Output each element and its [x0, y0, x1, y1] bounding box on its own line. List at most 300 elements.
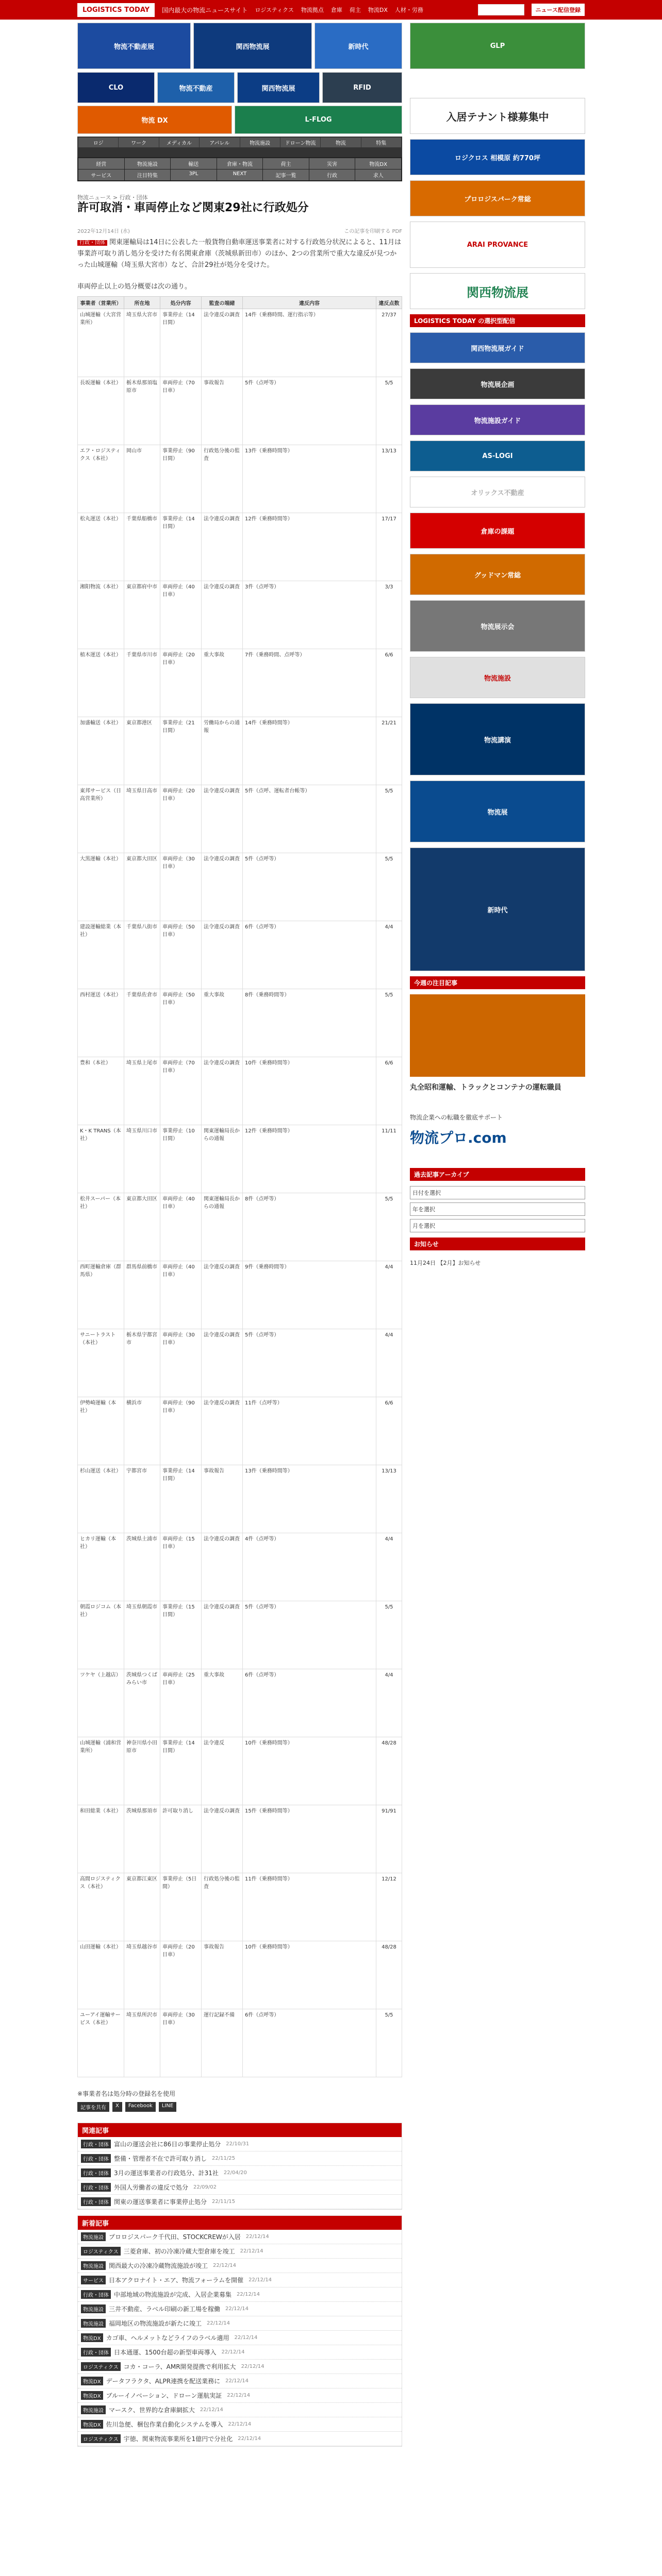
- article-date: 22/12/14: [221, 2349, 245, 2355]
- category-tag[interactable]: 物流DX: [81, 2420, 103, 2429]
- category-menu: [77, 137, 402, 157]
- category-tag[interactable]: 行政・団体: [81, 2140, 111, 2148]
- submenu-item[interactable]: 輸送: [171, 158, 217, 169]
- table-cell: 重大事故: [202, 1669, 243, 1737]
- category-tag[interactable]: 物流施設: [81, 2405, 106, 2414]
- table-cell: 法令違反の調査: [202, 853, 243, 921]
- nav-item[interactable]: 倉庫: [330, 7, 342, 13]
- notice-item[interactable]: 11月24日 【2月】お知らせ: [410, 1260, 481, 1266]
- table-cell: 労働局からの通報: [202, 717, 243, 785]
- table-cell: 14件（乗務時間、運行指示等）: [243, 309, 376, 377]
- table-cell: 法令違反の調査: [202, 1601, 243, 1669]
- article-link[interactable]: 三菱倉庫、初の冷凍冷蔵大型倉庫を竣工: [123, 2248, 235, 2255]
- category-tag[interactable]: ロジスティクス: [81, 2434, 121, 2443]
- banner-ad[interactable]: RFID: [322, 72, 402, 103]
- table-cell: 8件（乗務時間等）: [243, 989, 376, 1057]
- promo-title: 物流企業への転職を徹底サポート: [410, 1114, 503, 1121]
- sidebar-ad[interactable]: オリックス不動産: [410, 477, 585, 507]
- table-cell: 行政処分後の監査: [202, 1873, 243, 1941]
- sidebar-ad[interactable]: 新時代: [410, 848, 585, 971]
- table-row: [78, 1805, 402, 1873]
- table-cell: 法令違反の調査: [202, 1329, 243, 1397]
- banner-ad[interactable]: 新時代: [315, 23, 402, 69]
- list-item[interactable]: [78, 2403, 402, 2417]
- sidebar-ad[interactable]: 物流展示会: [410, 600, 585, 652]
- menu-item[interactable]: ロジ: [78, 138, 118, 147]
- article-link[interactable]: 三井不動産、ラベル印刷の新工場を稼働: [109, 2306, 221, 2313]
- submenu-item[interactable]: 経営: [78, 158, 124, 169]
- table-cell: 事故報告: [202, 377, 243, 445]
- table-cell: 法令違反の調査: [202, 1533, 243, 1601]
- table-cell: 4/4: [376, 1533, 402, 1601]
- table-cell: 事業停止（14日間）: [160, 309, 202, 377]
- table-row: [78, 1261, 402, 1329]
- sidebar-ad[interactable]: 倉庫の課題: [410, 513, 585, 549]
- table-cell: 5/5: [376, 1193, 402, 1261]
- nav-item[interactable]: 人材・労務: [394, 7, 423, 13]
- table-cell: エフ・ロジスティクス（本社）: [78, 445, 124, 513]
- article-link[interactable]: 富山の運送会社に86日の事業停止処分: [114, 2141, 221, 2148]
- table-cell: 5/5: [376, 785, 402, 853]
- sidebar-ad[interactable]: 関西物流展: [410, 273, 585, 309]
- top-nav: [255, 6, 470, 14]
- archive-day-select[interactable]: 日付を選択: [410, 1186, 585, 1199]
- table-cell: 茨城県つくばみらい市: [124, 1669, 160, 1737]
- notice-heading: お知らせ: [410, 1238, 585, 1250]
- list-item[interactable]: [78, 2230, 402, 2244]
- sidebar-ad[interactable]: 関西物流展ガイド: [410, 332, 585, 363]
- table-cell: 朝霞ロジコム（本社）: [78, 1601, 124, 1669]
- banner-ad[interactable]: 物流不動産展: [77, 23, 191, 69]
- promo-logo[interactable]: 物流プロ.com: [410, 1129, 507, 1146]
- table-cell: 松井スーパー（本社）: [78, 1193, 124, 1261]
- table-cell: 車両停止（15日車）: [160, 1533, 202, 1601]
- list-item[interactable]: [78, 2331, 402, 2345]
- list-item[interactable]: [78, 2316, 402, 2331]
- list-item[interactable]: [78, 2137, 402, 2151]
- sidebar-ad[interactable]: ARAI PROVANCE: [410, 222, 585, 268]
- list-item[interactable]: [78, 2151, 402, 2166]
- banner-ad[interactable]: GLP: [410, 23, 585, 69]
- sidebar-ad[interactable]: 物流展企画: [410, 368, 585, 399]
- table-cell: 5/5: [376, 853, 402, 921]
- table-row: [78, 785, 402, 853]
- article-date: 22/12/14: [207, 2320, 230, 2326]
- article-link[interactable]: 日本アクロナイト・エア、物流フォーラムを開催: [109, 2277, 244, 2284]
- table-cell: 15件（乗務時間等）: [243, 1805, 376, 1873]
- table-cell: 5件（点呼、運転者台帳等）: [243, 785, 376, 853]
- article-meta: [77, 227, 402, 234]
- category-tag[interactable]: 物流施設: [81, 2319, 106, 2328]
- sidebar-ad[interactable]: 物流施設: [410, 657, 585, 698]
- menu-item[interactable]: 物流施設: [240, 138, 280, 147]
- table-cell: 事業停止（14日間）: [160, 1737, 202, 1805]
- table-cell: 重大事故: [202, 649, 243, 717]
- site-logo[interactable]: LOGISTICS TODAY: [77, 3, 155, 17]
- table-row: [78, 377, 402, 445]
- table-cell: 10件（乗務時間等）: [243, 1737, 376, 1805]
- table-cell: 11件（点呼等）: [243, 1397, 376, 1465]
- list-item[interactable]: [78, 2388, 402, 2403]
- menu-item[interactable]: メディカル: [159, 138, 199, 147]
- nav-item[interactable]: ロジスティクス: [255, 7, 294, 13]
- table-cell: 栃木県宇都宮市: [124, 1329, 160, 1397]
- list-item[interactable]: [78, 2244, 402, 2259]
- table-cell: 5件（点呼等）: [243, 377, 376, 445]
- table-cell: 西町運輸倉庫（群馬県）: [78, 1261, 124, 1329]
- table-cell: 法令違反の調査: [202, 581, 243, 649]
- list-item[interactable]: [78, 2374, 402, 2388]
- category-tag[interactable]: 行政・団体: [81, 2290, 111, 2299]
- table-cell: 事業停止（10日間）: [160, 1125, 202, 1193]
- table-row: [78, 853, 402, 921]
- table-cell: 車両停止（70日車）: [160, 1057, 202, 1125]
- table-cell: 5件（点呼等）: [243, 853, 376, 921]
- table-row: [78, 1329, 402, 1397]
- article-link[interactable]: 関西最大の冷凍冷蔵物流施設が竣工: [109, 2262, 208, 2269]
- article-link[interactable]: 3月の運送事業者の行政処分、計31社: [114, 2170, 219, 2177]
- sidebar-ad[interactable]: AS-LOGI: [410, 440, 585, 471]
- table-cell: 長坂運輸（本社）: [78, 377, 124, 445]
- table-cell: 4/4: [376, 1329, 402, 1397]
- sidebar-ad[interactable]: プロロジスパーク常総: [410, 180, 585, 216]
- table-row: [78, 921, 402, 989]
- article-link[interactable]: 佐川急便、梱包作業自動化システムを導入: [106, 2421, 223, 2428]
- submenu-item[interactable]: 記事一覧: [263, 170, 309, 180]
- archive-heading: 過去記事アーカイブ: [410, 1168, 585, 1181]
- table-cell: 千葉県佐倉市: [124, 989, 160, 1057]
- category-tag[interactable]: 行政・団体: [81, 2348, 111, 2357]
- list-item[interactable]: [78, 2259, 402, 2273]
- breadcrumb[interactable]: 物流ニュース > 行政・団体: [77, 194, 148, 201]
- search-input[interactable]: [478, 4, 524, 15]
- article-link[interactable]: 日本通運、1500台超の新型車両導入: [114, 2349, 217, 2356]
- submenu-item[interactable]: NEXT: [217, 170, 263, 180]
- table-row: [78, 1397, 402, 1465]
- submenu-item[interactable]: サービス: [78, 170, 124, 180]
- table-cell: ユーアイ運輸サービス（本社）: [78, 2009, 124, 2077]
- submenu-item[interactable]: 注目特集: [125, 170, 171, 180]
- table-cell: 植木運送（本社）: [78, 649, 124, 717]
- table-row: [78, 1193, 402, 1261]
- list-item[interactable]: [78, 2180, 402, 2195]
- table-cell: 5/5: [376, 2009, 402, 2077]
- related-articles: [77, 2123, 402, 2210]
- article-date: 22/12/14: [225, 2306, 249, 2312]
- table-cell: 法令違反の調査: [202, 309, 243, 377]
- table-cell: 関東運輸局長からの通報: [202, 1125, 243, 1193]
- table-cell: K・K TRANS（本社）: [78, 1125, 124, 1193]
- archive-month-select[interactable]: 月を選択: [410, 1219, 585, 1232]
- table-cell: 埼玉県越谷市: [124, 1941, 160, 2009]
- table-cell: 事故報告: [202, 1941, 243, 2009]
- table-row: [78, 581, 402, 649]
- submenu-item[interactable]: 3PL: [171, 170, 217, 180]
- article-date: 22/12/14: [234, 2335, 258, 2341]
- article-date: 22/12/14: [245, 2234, 269, 2240]
- banner-ad[interactable]: L-FLOG: [235, 106, 402, 134]
- submenu-item[interactable]: 荷主: [263, 158, 309, 169]
- table-cell: 茨城県那須市: [124, 1805, 160, 1873]
- table-cell: 加盛輸送（本社）: [78, 717, 124, 785]
- banner-ad[interactable]: 関西物流展: [193, 23, 312, 69]
- archive-year-select[interactable]: 年を選択: [410, 1202, 585, 1216]
- category-tag[interactable]: 行政・団体: [81, 2154, 111, 2163]
- table-cell: 91/91: [376, 1805, 402, 1873]
- table-cell: 宇都宮市: [124, 1465, 160, 1533]
- table-cell: 山城運輸（浦和営業所）: [78, 1737, 124, 1805]
- article-date: 22/12/14: [241, 2364, 264, 2369]
- submenu-item[interactable]: 物流DX: [355, 158, 401, 169]
- table-row: [78, 1737, 402, 1805]
- list-item[interactable]: [78, 2417, 402, 2432]
- table-cell: 法令違反の調査: [202, 1397, 243, 1465]
- nav-item[interactable]: 物流拠点: [301, 7, 324, 13]
- article-date: 22/10/31: [226, 2141, 250, 2147]
- table-cell: 東京都府中市: [124, 581, 160, 649]
- submenu-item[interactable]: 災害: [309, 158, 355, 169]
- col-header: 監査の端緒: [202, 297, 243, 309]
- table-cell: 12件（乗務時間等）: [243, 1125, 376, 1193]
- article-date: 22/12/14: [200, 2407, 223, 2413]
- table-row: [78, 1533, 402, 1601]
- table-row: [78, 1125, 402, 1193]
- category-tag[interactable]: 物流DX: [81, 2391, 103, 2400]
- article-link[interactable]: 福岡地区の物流施設が新たに竣工: [109, 2320, 202, 2327]
- list-item[interactable]: [78, 2195, 402, 2209]
- table-cell: 10件（乗務時間等）: [243, 1057, 376, 1125]
- table-cell: 伊勢崎運輸（本社）: [78, 1397, 124, 1465]
- table-cell: 5/5: [376, 377, 402, 445]
- table-cell: 事業停止（15日間）: [160, 1601, 202, 1669]
- print-link[interactable]: この記事を印刷する PDF: [344, 229, 402, 234]
- table-cell: 事業停止（5日間）: [160, 1873, 202, 1941]
- submenu-item[interactable]: 物流施設: [125, 158, 171, 169]
- banner-ad[interactable]: 物流 DX: [77, 106, 232, 134]
- col-header: 所在地: [124, 297, 160, 309]
- sidebar: [410, 98, 585, 1270]
- ranking-heading: 今週の注目記事: [410, 976, 585, 989]
- table-cell: 車両停止（40日車）: [160, 1261, 202, 1329]
- table-row: [78, 1873, 402, 1941]
- article-link[interactable]: カゴ車、ヘルメットなどライフのラベル適用: [106, 2334, 229, 2342]
- sidebar-ad[interactable]: 物流施設ガイド: [410, 404, 585, 435]
- table-cell: 車両停止（30日車）: [160, 853, 202, 921]
- article-date: 22/12/14: [237, 2292, 260, 2297]
- table-cell: 埼玉県日高市: [124, 785, 160, 853]
- banner-ad[interactable]: CLO: [77, 72, 155, 103]
- table-row: [78, 2009, 402, 2077]
- article-link[interactable]: 整備・管理者不在で許可取り消し: [114, 2155, 207, 2162]
- table-cell: 西村運送（本社）: [78, 989, 124, 1057]
- table-note: ※事業者名は処分時の登録名を使用: [77, 2090, 176, 2097]
- table-cell: 東邦サービス（日高営業所）: [78, 785, 124, 853]
- sidebar-ad[interactable]: ロジクロス 相模原 約770坪: [410, 139, 585, 175]
- table-cell: 12件（乗務時間等）: [243, 513, 376, 581]
- table-cell: 4/4: [376, 1261, 402, 1329]
- article-date: 22/12/14: [227, 2393, 251, 2398]
- share-facebook-button[interactable]: Facebook: [125, 2102, 156, 2112]
- menu-item[interactable]: 物流: [321, 138, 360, 147]
- menu-item[interactable]: ワーク: [119, 138, 158, 147]
- category-tag[interactable]: 行政・団体: [81, 2183, 111, 2192]
- nav-item[interactable]: 物流DX: [368, 7, 388, 13]
- menu-item[interactable]: アパレル: [200, 138, 239, 147]
- article-date: 22/11/15: [212, 2199, 235, 2205]
- article-link[interactable]: コカ・コーラ、AMR開発提携で利用拡大: [123, 2363, 236, 2370]
- table-cell: 車両停止（20日車）: [160, 649, 202, 717]
- list-item[interactable]: [78, 2360, 402, 2374]
- sidebar-ad[interactable]: 物流展: [410, 781, 585, 842]
- article-link[interactable]: プロロジスパーク千代田、STOCKCREWが入居: [109, 2233, 241, 2241]
- table-cell: 法令違反の調査: [202, 1261, 243, 1329]
- table-cell: 千葉県船橋市: [124, 513, 160, 581]
- list-item[interactable]: [78, 2273, 402, 2287]
- table-row: [78, 309, 402, 377]
- category-tag[interactable]: 行政・団体: [81, 2197, 111, 2206]
- menu-item[interactable]: 特集: [361, 138, 401, 147]
- table-cell: 山田運輸（本社）: [78, 1941, 124, 2009]
- sub-menu: [77, 157, 402, 181]
- table-cell: 8件（点呼等）: [243, 1193, 376, 1261]
- table-cell: 13/13: [376, 445, 402, 513]
- table-cell: 運行記録不備: [202, 2009, 243, 2077]
- article-lead: [77, 237, 402, 271]
- table-row: [78, 717, 402, 785]
- table-cell: 6件（点呼等）: [243, 2009, 376, 2077]
- article-date: 22/11/25: [212, 2156, 235, 2161]
- category-tag[interactable]: 物流DX: [81, 2377, 103, 2385]
- table-row: [78, 1669, 402, 1737]
- menu-item[interactable]: ドローン物流: [280, 138, 320, 147]
- article-link[interactable]: 宇徳、関東物流事業所を1億円で分社化: [123, 2435, 233, 2443]
- article-date: 2022年12月14日 (水): [77, 229, 130, 234]
- category-tag[interactable]: サービス: [81, 2276, 106, 2284]
- col-header: 違反点数: [376, 297, 402, 309]
- table-cell: 車両停止（70日車）: [160, 377, 202, 445]
- table-row: [78, 649, 402, 717]
- table-cell: 車両停止（30日車）: [160, 1329, 202, 1397]
- category-tag[interactable]: ロジスティクス: [81, 2247, 121, 2256]
- table-cell: 11/11: [376, 1125, 402, 1193]
- newsletter-button[interactable]: ニュース配信登録: [532, 4, 585, 16]
- table-cell: 9件（乗務時間等）: [243, 1261, 376, 1329]
- list-item[interactable]: [78, 2302, 402, 2316]
- table-row: [78, 445, 402, 513]
- submenu-item[interactable]: 倉庫・物流: [217, 158, 263, 169]
- table-row: [78, 1601, 402, 1669]
- nav-item[interactable]: 荷主: [349, 7, 361, 13]
- table-cell: 東京都港区: [124, 717, 160, 785]
- table-cell: 車両停止（50日車）: [160, 989, 202, 1057]
- article-link[interactable]: ブルーイノベーション、ドローン運航実証: [106, 2392, 222, 2399]
- table-cell: 10件（乗務時間等）: [243, 1941, 376, 2009]
- table-cell: ツケヤ（上越店）: [78, 1669, 124, 1737]
- table-cell: 湘阳物流（本社）: [78, 581, 124, 649]
- banner-ad[interactable]: 関西物流展: [237, 72, 320, 103]
- article-link[interactable]: データフラクタ、ALPR連携を配送業務に: [106, 2378, 221, 2385]
- submenu-item[interactable]: 求人: [355, 170, 401, 180]
- article-date: 22/04/20: [223, 2170, 247, 2176]
- top-bar: [0, 0, 662, 20]
- col-header: 違反内容: [243, 297, 376, 309]
- table-cell: 6/6: [376, 1057, 402, 1125]
- table-cell: 14件（乗務時間等）: [243, 717, 376, 785]
- table-cell: 法令違反の調査: [202, 1805, 243, 1873]
- category-tag[interactable]: 物流DX: [81, 2333, 103, 2342]
- table-cell: 埼玉県上尾市: [124, 1057, 160, 1125]
- table-cell: 4件（点呼等）: [243, 1533, 376, 1601]
- sidebar-ad[interactable]: グッドマン常総: [410, 554, 585, 595]
- table-cell: 車両停止（50日車）: [160, 921, 202, 989]
- article-date: 22/09/02: [193, 2184, 217, 2190]
- submenu-item[interactable]: 行政: [309, 170, 355, 180]
- campaign-text[interactable]: 丸全昭和運輸、トラックとコンテナの運転職員: [410, 1083, 561, 1092]
- table-cell: 事業停止（21日間）: [160, 717, 202, 785]
- table-cell: 重大事故: [202, 989, 243, 1057]
- latest-articles: [77, 2215, 402, 2447]
- article-date: 22/12/14: [225, 2378, 249, 2384]
- article-date: 22/12/14: [240, 2248, 263, 2254]
- table-cell: 松丸運送（本社）: [78, 513, 124, 581]
- share-line-button[interactable]: LINE: [159, 2102, 176, 2112]
- campaign-image[interactable]: [410, 994, 585, 1077]
- banner-ad[interactable]: 物流不動産: [157, 72, 235, 103]
- article-title: 許可取消・車両停止など関東29社に行政処分: [77, 201, 309, 214]
- table-cell: 6件（点呼等）: [243, 1669, 376, 1737]
- special-heading: LOGISTICS TODAY の選択型配信: [410, 314, 585, 327]
- table-cell: 11件（乗務時間等）: [243, 1873, 376, 1941]
- list-item[interactable]: [78, 2432, 402, 2446]
- table-cell: サニートラスト（本社）: [78, 1329, 124, 1397]
- category-tag[interactable]: 行政・団体: [81, 2168, 111, 2177]
- table-cell: 6/6: [376, 649, 402, 717]
- table-cell: 7件（乗務時間、点呼等）: [243, 649, 376, 717]
- table-cell: 埼玉県川口市: [124, 1125, 160, 1193]
- table-body: [78, 309, 402, 2077]
- table-cell: 事業停止（14日間）: [160, 1465, 202, 1533]
- table-cell: 13件（乗務時間等）: [243, 445, 376, 513]
- article-link[interactable]: 中部地域の物流施設が完成、入居企業募集: [114, 2291, 232, 2298]
- table-cell: 3/3: [376, 581, 402, 649]
- table-cell: 法令違反の調査: [202, 921, 243, 989]
- table-cell: 13/13: [376, 1465, 402, 1533]
- article-link[interactable]: 外国人労働者の違反で処分: [114, 2184, 189, 2191]
- category-tag[interactable]: ロジスティクス: [81, 2362, 121, 2371]
- table-cell: 東京都大田区: [124, 853, 160, 921]
- lead-text: 関東運輸局は14日に公表した一般貨物自動車運送事業者に対する行政処分状況によると、11月は事業許可取り消し処分を受けた有名関東倉庫（茨城県新田市）のほか、2つの営業所で重大な違反が見つかった山城運輸（埼玉県大宮市）など、合計29社が処分を受けた。: [77, 239, 402, 269]
- category-badge[interactable]: 行政・団体: [77, 240, 107, 246]
- sidebar-ad[interactable]: 物流講演: [410, 703, 585, 775]
- sidebar-ad[interactable]: 入居テナント様募集中: [410, 98, 585, 134]
- category-tag[interactable]: 物流施設: [81, 2261, 106, 2270]
- share-buttons: [77, 2102, 176, 2112]
- table-header-row: [78, 297, 402, 309]
- category-tag[interactable]: 物流施設: [81, 2304, 106, 2313]
- list-item[interactable]: [78, 2345, 402, 2360]
- list-item[interactable]: [78, 2287, 402, 2302]
- share-x-button[interactable]: X: [112, 2102, 122, 2112]
- article-link[interactable]: 関東の運送事業者に事業停止処分: [114, 2198, 207, 2206]
- table-cell: 行政処分後の監査: [202, 445, 243, 513]
- table-cell: 大黒運輸（本社）: [78, 853, 124, 921]
- table-row: [78, 1941, 402, 2009]
- article-link[interactable]: マースク、世界的な倉庫網拡大: [109, 2406, 195, 2414]
- category-tag[interactable]: 物流施設: [81, 2232, 106, 2241]
- table-cell: 車両停止（25日車）: [160, 1669, 202, 1737]
- list-item[interactable]: [78, 2166, 402, 2180]
- table-cell: 車両停止（40日車）: [160, 581, 202, 649]
